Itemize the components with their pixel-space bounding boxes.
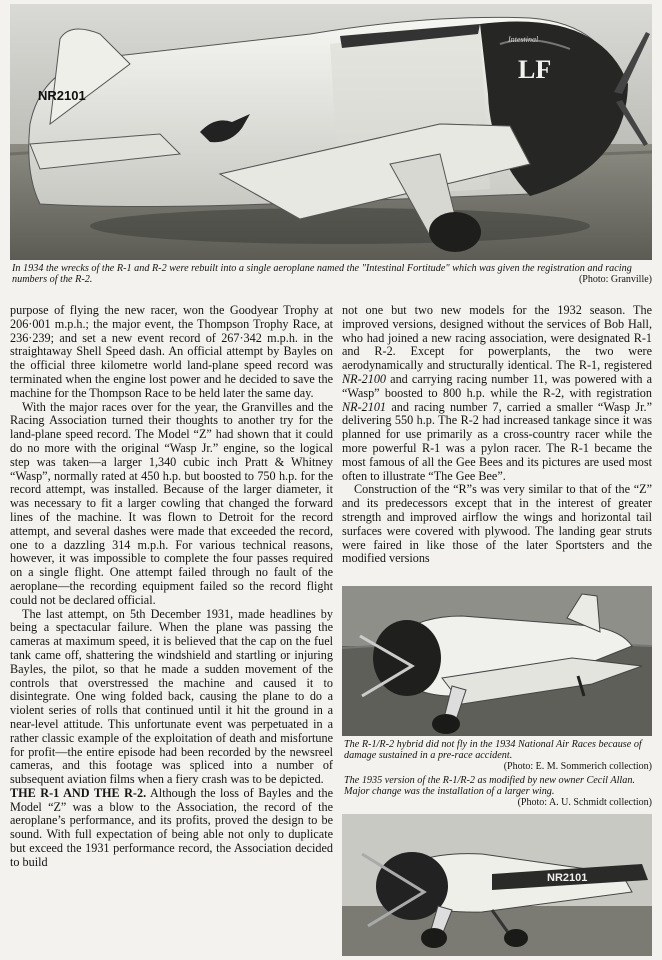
- intestinal-fortitude-illustration: [10, 4, 652, 260]
- right-column: [342, 304, 652, 566]
- cowl-script-marking: Intestinal: [508, 35, 539, 44]
- middle-caption-text: The R-1/R-2 hybrid did not fly in the 1934 National Air Races because of damage sustained in a pre-race accident.: [344, 739, 642, 762]
- right-paragraph-1-part-c: and racing number 7, carried a smaller “Wasp Jr.” delivering 550 h.p. The R-2 had increased tankage since it was planned for use primarily as a cross-country racer while the more powerful R-1 was a pylon racer. The R-1 became the most famous of all the Gee Bees and its pictures are used most often to illustrate “The Gee Bee”.: [342, 399, 652, 483]
- photo-hybrid: [342, 586, 652, 736]
- registration-r2: NR-2101: [342, 399, 387, 414]
- right-paragraph-1-part-b: and carrying racing number 11, was powered with a “Wasp” boosted to 800 h.p. while the R-2, with registration: [342, 371, 652, 400]
- left-column: [10, 304, 333, 870]
- left-paragraph-3: The last attempt, on 5th December 1931, made headlines by being a spectacular failure. When the plane was passing the cameras at maximum speed, it is believed that the cap on the fuel tank came off, shattering the windshield and startling or injuring Bayles, the pilot, so that he made a sudden movement of the controls that overstressed the machine and caused it to disintegrate. One wing folded back, causing the plane to do a violent series of rolls that continued until it hit the ground in a near-level attitude. This unfortunate event was perpetuated in a rather classic example of the exploitation of death and misfortune for profit—the entire episode had been recorded by the newsreel cameras, and this footage was spliced into a number of subsequent aviation films when a fiery crash was to be depicted.: [10, 606, 333, 787]
- section-heading: THE R-1 AND THE R-2.: [10, 785, 147, 800]
- right-paragraph-1-part-a: not one but two new models for the 1932 season. The improved versions, designed without the services of Bob Hall, who had joined a new racing association, were designated R-1 and R-2. Except for powerplants, the two were aerodynamically and structurally identical. The R-1, registered: [342, 303, 652, 373]
- bottom-caption-text: The 1935 version of the R-1/R-2 as modified by new owner Cecil Allan. Major change was the installation of a larger wing.: [344, 775, 635, 798]
- registration-marking-bottom: NR2101: [547, 872, 588, 884]
- middle-photo-caption: [344, 739, 652, 773]
- photo-1935-version: [342, 814, 652, 956]
- top-photo-credit: (Photo: Granville): [578, 274, 652, 286]
- left-paragraph-2: With the major races over for the year, the Granvilles and the Racing Association turned their thoughts to another try for the land-plane speed record. The Model “Z” had shown that it could do no more with the original “Wasp Jr.” engine, so the logical step was taken—a larger 1,340 cubic inch Pratt & Whitney “Wasp”, normally rated at 450 h.p. but boosted to 750 h.p. for the record attempt, was installed. Because of the larger diameter, it was necessary to fit a larger cowling that changed the forward lines of the machine. It was flown to Detroit for the record attempt, and several dashes were made that exceeded the record, one to a dazzling 314 m.p.h. For various technical reasons, however, it was impossible to complete the four passes required on a single flight. One attempt failed through no fault of the aeroplane—the recording equipment failed so the record flight could not be declared official.: [10, 399, 333, 607]
- top-photo-caption: [12, 263, 652, 286]
- left-paragraph-4-text: Although the loss of Bayles and the Model “Z” was a blow to the Association, the record of the aeroplane’s performance, and its profits, proved the design to be sound. With full expectation of being able not only to duplicate but exceed the 1931 performance record, the Association decided to build: [10, 785, 333, 869]
- right-paragraph-2: Construction of the “R”s was very similar to that of the “Z” and its predecessors except that in the interest of greater strength and improved airflow the wings and horizontal tail surfaces were covered with plywood. The landing gear struts were faired in like those of the later Sportsters and the modified versions: [342, 482, 652, 566]
- bottom-photo-credit: (Photo: A. U. Schmidt collection): [517, 797, 652, 809]
- photo-intestinal-fortitude: [10, 4, 652, 260]
- registration-r1: NR-2100: [342, 371, 387, 386]
- r1-r2-1935-illustration: [342, 814, 652, 956]
- top-caption-text: In 1934 the wrecks of the R-1 and R-2 were rebuilt into a single aeroplane named the "Intestinal Fortitude" which was given the registration and racing numbers of the R-2.: [12, 263, 632, 286]
- cowl-marking: LF: [518, 55, 552, 84]
- middle-photo-credit: (Photo: E. M. Sommerich collection): [503, 761, 652, 773]
- bottom-photo-caption: [344, 775, 652, 809]
- right-paragraph-1: [342, 304, 652, 483]
- left-paragraph-1: purpose of flying the new racer, won the Goodyear Trophy at 206·001 m.p.h.; the major event, the Thompson Trophy Race, at 236·239; and set a new event record of 267·342 m.p.h. in the straightaway Shell Speed dash. An official attempt by Bayles on the official three kilometre world land-plane speed record was terminated when the engine lost power and he decided to save the machine for the Thompson Race to be held later the same day.: [10, 303, 333, 400]
- hybrid-illustration: [342, 586, 652, 736]
- registration-marking: NR2101: [38, 88, 86, 103]
- left-paragraph-4: [10, 787, 333, 870]
